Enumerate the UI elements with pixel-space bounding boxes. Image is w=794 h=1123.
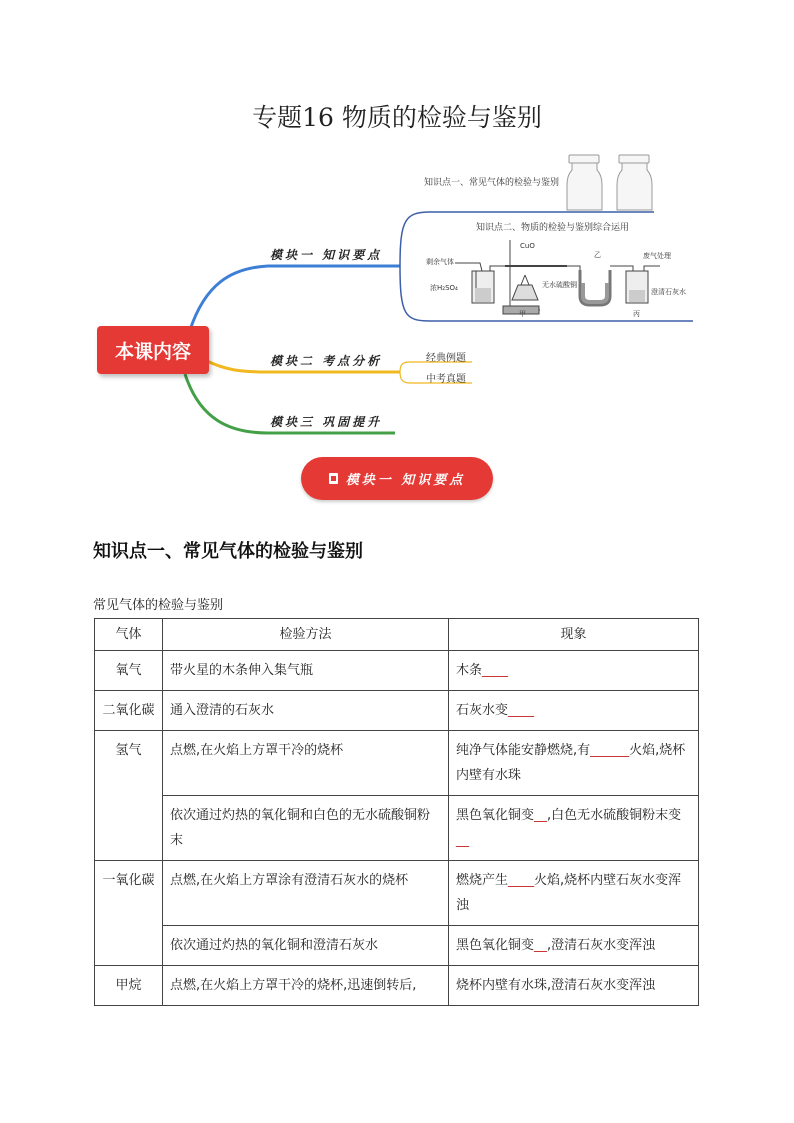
table-row	[95, 926, 699, 966]
exam-item-zhongkao: 中考真题	[426, 374, 466, 385]
phenomenon-cell: 黑色氧化铜变__,澄清石灰水变浑浊	[449, 926, 699, 966]
mindmap-center-node: 本课内容	[97, 326, 209, 374]
document-icon	[329, 473, 338, 484]
knowledge-point-1: 知识点一、常见气体的检验与鉴别	[424, 178, 560, 188]
method-cell: 带火星的木条伸入集气瓶	[163, 651, 449, 691]
module-1-button	[301, 457, 493, 500]
phenomenon-cell: 木条____	[449, 651, 699, 691]
table-row	[95, 796, 699, 861]
exam-item-classic: 经典例题	[426, 353, 466, 364]
gas-jar-illustration	[567, 155, 652, 210]
method-cell: 依次通过灼热的氧化铜和白色的无水硫酸铜粉末	[163, 796, 449, 861]
label-anhydrous: 无水硫酸铜	[542, 281, 577, 289]
table-row	[95, 651, 699, 691]
header-phenomenon: 现象	[449, 619, 699, 651]
module-1-button-label: 模块一 知识要点	[345, 473, 466, 488]
label-limewater: 澄清石灰水	[651, 288, 686, 296]
gas-cell: 氢气	[95, 731, 163, 861]
table-caption: 常见气体的检验与鉴别	[93, 598, 224, 613]
gas-cell: 一氧化碳	[95, 861, 163, 966]
method-cell: 通入澄清的石灰水	[163, 691, 449, 731]
table-row	[95, 731, 699, 796]
phenomenon-cell: 纯净气体能安静燃烧,有______火焰,烧杯内壁有水珠	[449, 731, 699, 796]
table-row	[95, 966, 699, 1006]
phenomenon-cell: 黑色氧化铜变__,白色无水硫酸铜粉末变__	[449, 796, 699, 861]
branch-module-1: 模块一 知识要点	[270, 248, 383, 262]
blank: __	[534, 808, 548, 823]
label-conc-acid: 浓H₂SO₄	[430, 284, 458, 292]
blank: __	[534, 938, 548, 953]
method-cell: 点燃,在火焰上方罩涂有澄清石灰水的烧杯	[163, 861, 449, 926]
blank: __	[456, 833, 469, 848]
label-residual: 剩余气体	[426, 258, 454, 266]
table-header-row	[95, 619, 699, 651]
gas-test-table	[94, 618, 699, 1006]
header-gas: 气体	[95, 619, 163, 651]
blank: ____	[508, 873, 535, 888]
table-row	[95, 861, 699, 926]
table-row	[95, 691, 699, 731]
method-cell: 点燃,在火焰上方罩干冷的烧杯	[163, 731, 449, 796]
phenomenon-cell: 石灰水变____	[449, 691, 699, 731]
gas-cell: 二氧化碳	[95, 691, 163, 731]
blank: ____	[482, 663, 509, 678]
method-cell: 依次通过灼热的氧化铜和澄清石灰水	[163, 926, 449, 966]
label-bing: 丙	[633, 310, 640, 318]
label-jia: 甲	[519, 310, 526, 318]
knowledge-point-2: 知识点二、物质的检验与鉴别综合运用	[476, 223, 630, 233]
blank: ______	[590, 743, 630, 758]
phenomenon-cell: 烧杯内壁有水珠,澄清石灰水变浑浊	[449, 966, 699, 1006]
label-waste: 废气处理	[643, 252, 671, 260]
gas-cell: 氧气	[95, 651, 163, 691]
branch-module-3: 模块三 巩固提升	[270, 415, 383, 429]
apparatus-illustration	[455, 240, 660, 314]
gas-cell: 甲烷	[95, 966, 163, 1006]
blank: ____	[508, 703, 535, 718]
branch-module-2: 模块二 考点分析	[270, 354, 383, 368]
label-cuo: CuO	[520, 242, 535, 250]
phenomenon-cell: 燃烧产生____火焰,烧杯内壁石灰水变浑浊	[449, 861, 699, 926]
page-title: 专题16 物质的检验与鉴别	[252, 103, 542, 132]
branch-1-line	[190, 266, 400, 330]
method-cell: 点燃,在火焰上方罩干冷的烧杯,迅速倒转后,	[163, 966, 449, 1006]
section-heading: 知识点一、常见气体的检验与鉴别	[93, 541, 363, 562]
label-yi: 乙	[594, 251, 601, 259]
header-method: 检验方法	[163, 619, 449, 651]
